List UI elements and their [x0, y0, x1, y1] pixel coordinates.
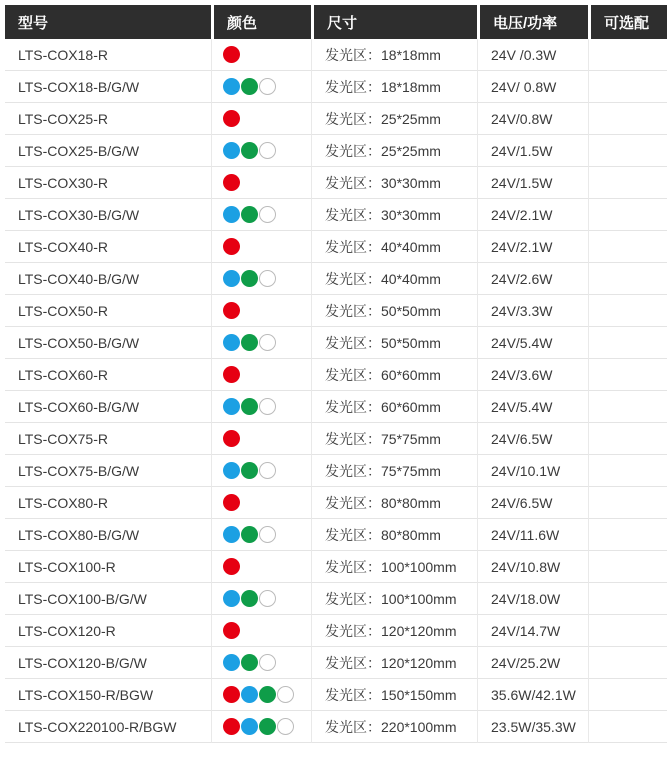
optional-cell: [588, 391, 667, 423]
table-row: [5, 327, 667, 359]
power-cell: 24V/2.6W: [477, 263, 588, 295]
column-header-colors: 颜色: [211, 5, 311, 39]
model-cell: LTS-COX18-R: [5, 39, 211, 71]
color-swatches-cell: [211, 167, 311, 199]
power-cell: 24V/11.6W: [477, 519, 588, 551]
color-dot-blue: [223, 654, 240, 671]
color-swatches-cell: [211, 423, 311, 455]
size-cell: 发光区：40*40mm: [311, 263, 477, 295]
color-dot-green: [241, 270, 258, 287]
optional-cell: [588, 615, 667, 647]
optional-cell: [588, 263, 667, 295]
optional-cell: [588, 167, 667, 199]
optional-cell: [588, 295, 667, 327]
power-cell: 24V/6.5W: [477, 487, 588, 519]
color-dot-green: [241, 398, 258, 415]
optional-cell: [588, 103, 667, 135]
color-swatches-cell: [211, 199, 311, 231]
model-cell: LTS-COX120-R: [5, 615, 211, 647]
size-cell: 发光区：50*50mm: [311, 327, 477, 359]
column-header-optional: 可选配: [588, 5, 667, 39]
model-cell: LTS-COX120-B/G/W: [5, 647, 211, 679]
size-cell: 发光区：220*100mm: [311, 711, 477, 743]
color-dot-green: [241, 462, 258, 479]
color-swatches-cell: [211, 583, 311, 615]
power-cell: 23.5W/35.3W: [477, 711, 588, 743]
table-row: [5, 359, 667, 391]
power-cell: 24V/3.6W: [477, 359, 588, 391]
color-dot-white: [259, 398, 276, 415]
power-cell: 24V/2.1W: [477, 231, 588, 263]
color-dot-green: [241, 590, 258, 607]
color-dot-red: [223, 494, 240, 511]
model-cell: LTS-COX100-B/G/W: [5, 583, 211, 615]
table-row: [5, 455, 667, 487]
model-cell: LTS-COX75-R: [5, 423, 211, 455]
size-cell: 发光区：18*18mm: [311, 39, 477, 71]
size-cell: 发光区：80*80mm: [311, 487, 477, 519]
optional-cell: [588, 455, 667, 487]
color-swatches-cell: [211, 391, 311, 423]
color-dot-red: [223, 110, 240, 127]
model-cell: LTS-COX100-R: [5, 551, 211, 583]
size-cell: 发光区：120*120mm: [311, 615, 477, 647]
color-dot-blue: [223, 462, 240, 479]
power-cell: 24V/14.7W: [477, 615, 588, 647]
color-dot-white: [259, 270, 276, 287]
optional-cell: [588, 71, 667, 103]
power-cell: 24V/25.2W: [477, 647, 588, 679]
optional-cell: [588, 423, 667, 455]
color-dot-red: [223, 718, 240, 735]
optional-cell: [588, 647, 667, 679]
model-cell: LTS-COX60-B/G/W: [5, 391, 211, 423]
color-swatches-cell: [211, 359, 311, 391]
color-dot-blue: [241, 718, 258, 735]
model-cell: LTS-COX18-B/G/W: [5, 71, 211, 103]
optional-cell: [588, 487, 667, 519]
table-row: [5, 39, 667, 71]
color-dot-green: [241, 654, 258, 671]
color-dot-green: [241, 142, 258, 159]
power-cell: 24V/5.4W: [477, 391, 588, 423]
size-cell: 发光区：50*50mm: [311, 295, 477, 327]
size-cell: 发光区：75*75mm: [311, 455, 477, 487]
table-row: [5, 199, 667, 231]
optional-cell: [588, 199, 667, 231]
table-row: [5, 167, 667, 199]
model-cell: LTS-COX220100-R/BGW: [5, 711, 211, 743]
optional-cell: [588, 519, 667, 551]
size-cell: 发光区：150*150mm: [311, 679, 477, 711]
model-cell: LTS-COX80-R: [5, 487, 211, 519]
column-header-size: 尺寸: [311, 5, 477, 39]
power-cell: 24V/10.1W: [477, 455, 588, 487]
model-cell: LTS-COX25-R: [5, 103, 211, 135]
color-dot-white: [259, 334, 276, 351]
power-cell: 24V/18.0W: [477, 583, 588, 615]
column-header-model: 型号: [5, 5, 211, 39]
table-row: [5, 263, 667, 295]
size-cell: 发光区：25*25mm: [311, 135, 477, 167]
table-header-row: [5, 5, 667, 39]
table-row: [5, 135, 667, 167]
size-cell: 发光区：40*40mm: [311, 231, 477, 263]
size-cell: 发光区：60*60mm: [311, 359, 477, 391]
color-dot-white: [259, 526, 276, 543]
optional-cell: [588, 583, 667, 615]
power-cell: 24V/2.1W: [477, 199, 588, 231]
power-cell: 24V /0.3W: [477, 39, 588, 71]
model-cell: LTS-COX150-R/BGW: [5, 679, 211, 711]
model-cell: LTS-COX75-B/G/W: [5, 455, 211, 487]
optional-cell: [588, 327, 667, 359]
optional-cell: [588, 679, 667, 711]
color-dot-blue: [223, 142, 240, 159]
size-cell: 发光区：100*100mm: [311, 551, 477, 583]
color-swatches-cell: [211, 487, 311, 519]
color-swatches-cell: [211, 231, 311, 263]
color-swatches-cell: [211, 103, 311, 135]
model-cell: LTS-COX40-R: [5, 231, 211, 263]
power-cell: 24V/3.3W: [477, 295, 588, 327]
optional-cell: [588, 135, 667, 167]
table-row: [5, 487, 667, 519]
size-cell: 发光区：25*25mm: [311, 103, 477, 135]
optional-cell: [588, 711, 667, 743]
table-row: [5, 647, 667, 679]
color-dot-red: [223, 238, 240, 255]
power-cell: 24V/ 0.8W: [477, 71, 588, 103]
color-dot-red: [223, 46, 240, 63]
model-cell: LTS-COX40-B/G/W: [5, 263, 211, 295]
power-cell: 24V/5.4W: [477, 327, 588, 359]
model-cell: LTS-COX30-B/G/W: [5, 199, 211, 231]
color-dot-blue: [223, 78, 240, 95]
model-cell: LTS-COX30-R: [5, 167, 211, 199]
color-swatches-cell: [211, 551, 311, 583]
color-swatches-cell: [211, 455, 311, 487]
optional-cell: [588, 39, 667, 71]
color-dot-white: [259, 654, 276, 671]
table-row: [5, 71, 667, 103]
power-cell: 24V/10.8W: [477, 551, 588, 583]
power-cell: 24V/1.5W: [477, 167, 588, 199]
color-dot-green: [241, 78, 258, 95]
table-row: [5, 519, 667, 551]
color-swatches-cell: [211, 615, 311, 647]
color-swatches-cell: [211, 519, 311, 551]
color-dot-green: [259, 686, 276, 703]
color-dot-red: [223, 686, 240, 703]
size-cell: 发光区：18*18mm: [311, 71, 477, 103]
color-swatches-cell: [211, 295, 311, 327]
table-row: [5, 711, 667, 743]
color-swatches-cell: [211, 39, 311, 71]
color-dot-green: [259, 718, 276, 735]
optional-cell: [588, 231, 667, 263]
power-cell: 24V/0.8W: [477, 103, 588, 135]
color-dot-white: [259, 590, 276, 607]
table-row: [5, 551, 667, 583]
table-row: [5, 615, 667, 647]
size-cell: 发光区：60*60mm: [311, 391, 477, 423]
optional-cell: [588, 359, 667, 391]
table-row: [5, 679, 667, 711]
color-dot-white: [259, 462, 276, 479]
color-dot-green: [241, 334, 258, 351]
color-swatches-cell: [211, 71, 311, 103]
table-row: [5, 231, 667, 263]
color-dot-red: [223, 558, 240, 575]
size-cell: 发光区：30*30mm: [311, 199, 477, 231]
color-dot-white: [277, 686, 294, 703]
color-dot-blue: [223, 334, 240, 351]
color-swatches-cell: [211, 263, 311, 295]
power-cell: 24V/6.5W: [477, 423, 588, 455]
color-dot-red: [223, 366, 240, 383]
product-spec-table: [5, 5, 667, 743]
color-dot-green: [241, 526, 258, 543]
color-dot-white: [259, 142, 276, 159]
color-dot-red: [223, 622, 240, 639]
table-row: [5, 103, 667, 135]
color-swatches-cell: [211, 647, 311, 679]
power-cell: 35.6W/42.1W: [477, 679, 588, 711]
color-dot-blue: [223, 398, 240, 415]
model-cell: LTS-COX50-B/G/W: [5, 327, 211, 359]
color-dot-blue: [223, 590, 240, 607]
table-row: [5, 583, 667, 615]
model-cell: LTS-COX60-R: [5, 359, 211, 391]
power-cell: 24V/1.5W: [477, 135, 588, 167]
size-cell: 发光区：30*30mm: [311, 167, 477, 199]
color-dot-blue: [223, 526, 240, 543]
table-row: [5, 391, 667, 423]
color-dot-red: [223, 430, 240, 447]
color-dot-blue: [241, 686, 258, 703]
color-swatches-cell: [211, 711, 311, 743]
model-cell: LTS-COX25-B/G/W: [5, 135, 211, 167]
size-cell: 发光区：80*80mm: [311, 519, 477, 551]
table-row: [5, 295, 667, 327]
model-cell: LTS-COX80-B/G/W: [5, 519, 211, 551]
color-dot-white: [259, 206, 276, 223]
column-header-power: 电压/功率: [477, 5, 588, 39]
optional-cell: [588, 551, 667, 583]
color-swatches-cell: [211, 327, 311, 359]
color-dot-white: [277, 718, 294, 735]
model-cell: LTS-COX50-R: [5, 295, 211, 327]
size-cell: 发光区：100*100mm: [311, 583, 477, 615]
color-dot-blue: [223, 206, 240, 223]
size-cell: 发光区：75*75mm: [311, 423, 477, 455]
color-swatches-cell: [211, 135, 311, 167]
color-swatches-cell: [211, 679, 311, 711]
table-row: [5, 423, 667, 455]
size-cell: 发光区：120*120mm: [311, 647, 477, 679]
color-dot-red: [223, 174, 240, 191]
color-dot-white: [259, 78, 276, 95]
color-dot-blue: [223, 270, 240, 287]
color-dot-red: [223, 302, 240, 319]
color-dot-green: [241, 206, 258, 223]
